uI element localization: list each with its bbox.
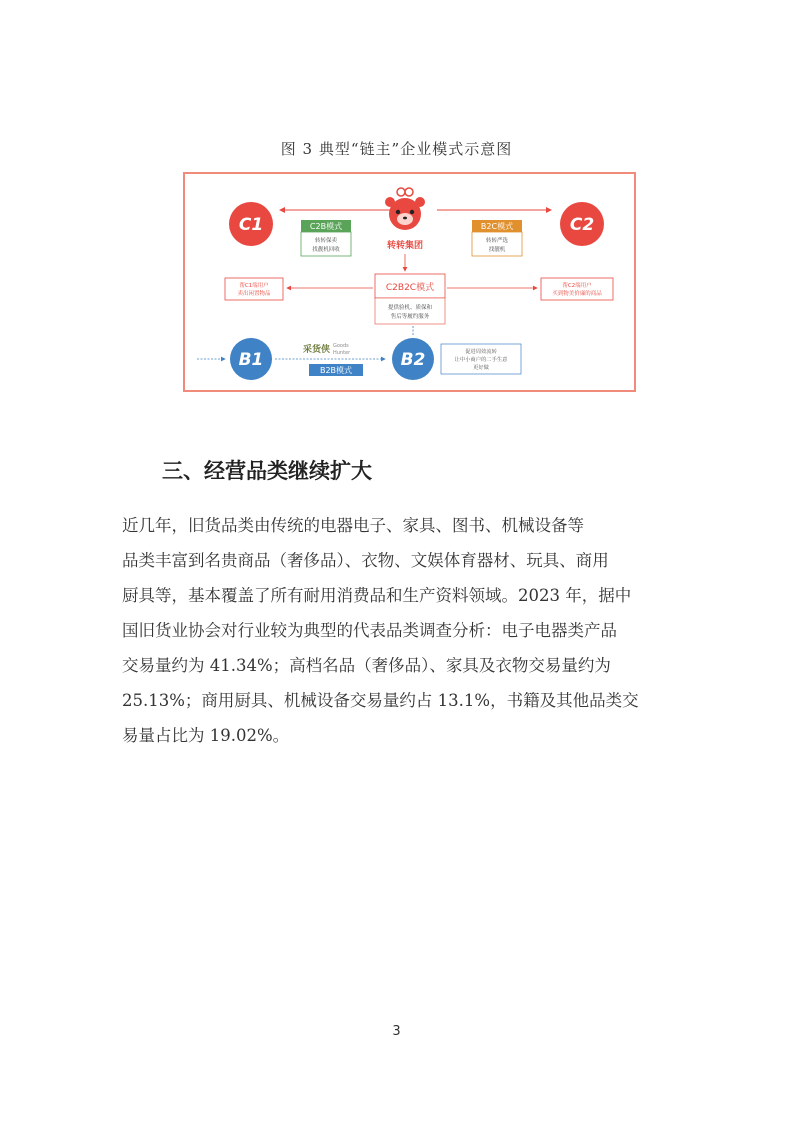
center-label: 转转集团 bbox=[386, 241, 424, 251]
paragraph-line: 品类丰富到名贵商品（奢侈品）、衣物、文娱体育器材、玩具、商用 bbox=[122, 551, 609, 570]
c2b2c-desc-2: 售后等履约服务 bbox=[390, 314, 430, 320]
chain-model-diagram bbox=[183, 172, 636, 392]
goods-hunter-logo-en2: Hunter bbox=[333, 350, 351, 356]
section-paragraph bbox=[122, 508, 675, 753]
node-c2-label: C2 bbox=[569, 215, 595, 235]
paragraph-line: 近几年，旧货品类由传统的电器电子、家具、图书、机械设备等 bbox=[122, 516, 584, 535]
paragraph-line: 国旧货业协会对行业较为典型的代表品类调查分析：电子电器类产品 bbox=[122, 621, 617, 640]
goods-hunter-logo-cn: 采货侠 bbox=[303, 345, 331, 355]
section-heading: 三、经营品类继续扩大 bbox=[162, 459, 372, 483]
c2b2c-desc-1: 提供验机、质保和 bbox=[387, 305, 433, 311]
node-b1-label: B1 bbox=[238, 350, 264, 370]
left-desc-2: 卖出闲置物品 bbox=[237, 291, 271, 297]
page-number: 3 bbox=[392, 1024, 401, 1039]
b2c-title: B2C模式 bbox=[480, 222, 514, 231]
c2b-desc-1: 转转保卖 bbox=[314, 238, 338, 244]
c2b-desc-2: 找靓机回收 bbox=[312, 247, 340, 253]
zhuanzhuan-mascot-icon bbox=[385, 188, 425, 230]
left-desc-1: 帮C1端用户 bbox=[239, 283, 269, 289]
right-desc-2: 买到物美价廉的商品 bbox=[552, 291, 602, 297]
b2-desc-1: 促进周效流转 bbox=[465, 349, 497, 355]
b2-desc-2: 让中小商户的二手生意 bbox=[454, 357, 508, 363]
b2b-title: B2B模式 bbox=[319, 366, 353, 375]
c2b-title: C2B模式 bbox=[309, 222, 343, 231]
diagram-canvas bbox=[185, 174, 634, 390]
figure-caption: 图 3 典型“链主”企业模式示意图 bbox=[280, 140, 513, 158]
right-desc-1: 帮C2端用户 bbox=[562, 283, 592, 289]
paragraph-line: 25.13%；商用厨具、机械设备交易量约占 13.1%，书籍及其他品类交 bbox=[122, 691, 639, 710]
b2c-desc-2: 找靓机 bbox=[488, 247, 506, 253]
c2b2c-desc-box bbox=[375, 298, 445, 324]
paragraph-line: 易量占比为 19.02%。 bbox=[122, 726, 290, 745]
node-b2-text: B2 bbox=[400, 350, 426, 370]
paragraph-line: 厨具等，基本覆盖了所有耐用消费品和生产资料领域。2023 年，据中 bbox=[122, 586, 632, 605]
paragraph-line: 交易量约为 41.34%；高档名品（奢侈品）、家具及衣物交易量约为 bbox=[122, 656, 611, 675]
goods-hunter-logo-en1: Goods bbox=[333, 343, 349, 349]
node-c1-label: C1 bbox=[238, 215, 264, 235]
b2-desc-3: 更好做 bbox=[473, 365, 489, 371]
c2b2c-title: C2B2C模式 bbox=[385, 283, 435, 293]
b2c-desc-1: 转转严选 bbox=[485, 238, 509, 244]
